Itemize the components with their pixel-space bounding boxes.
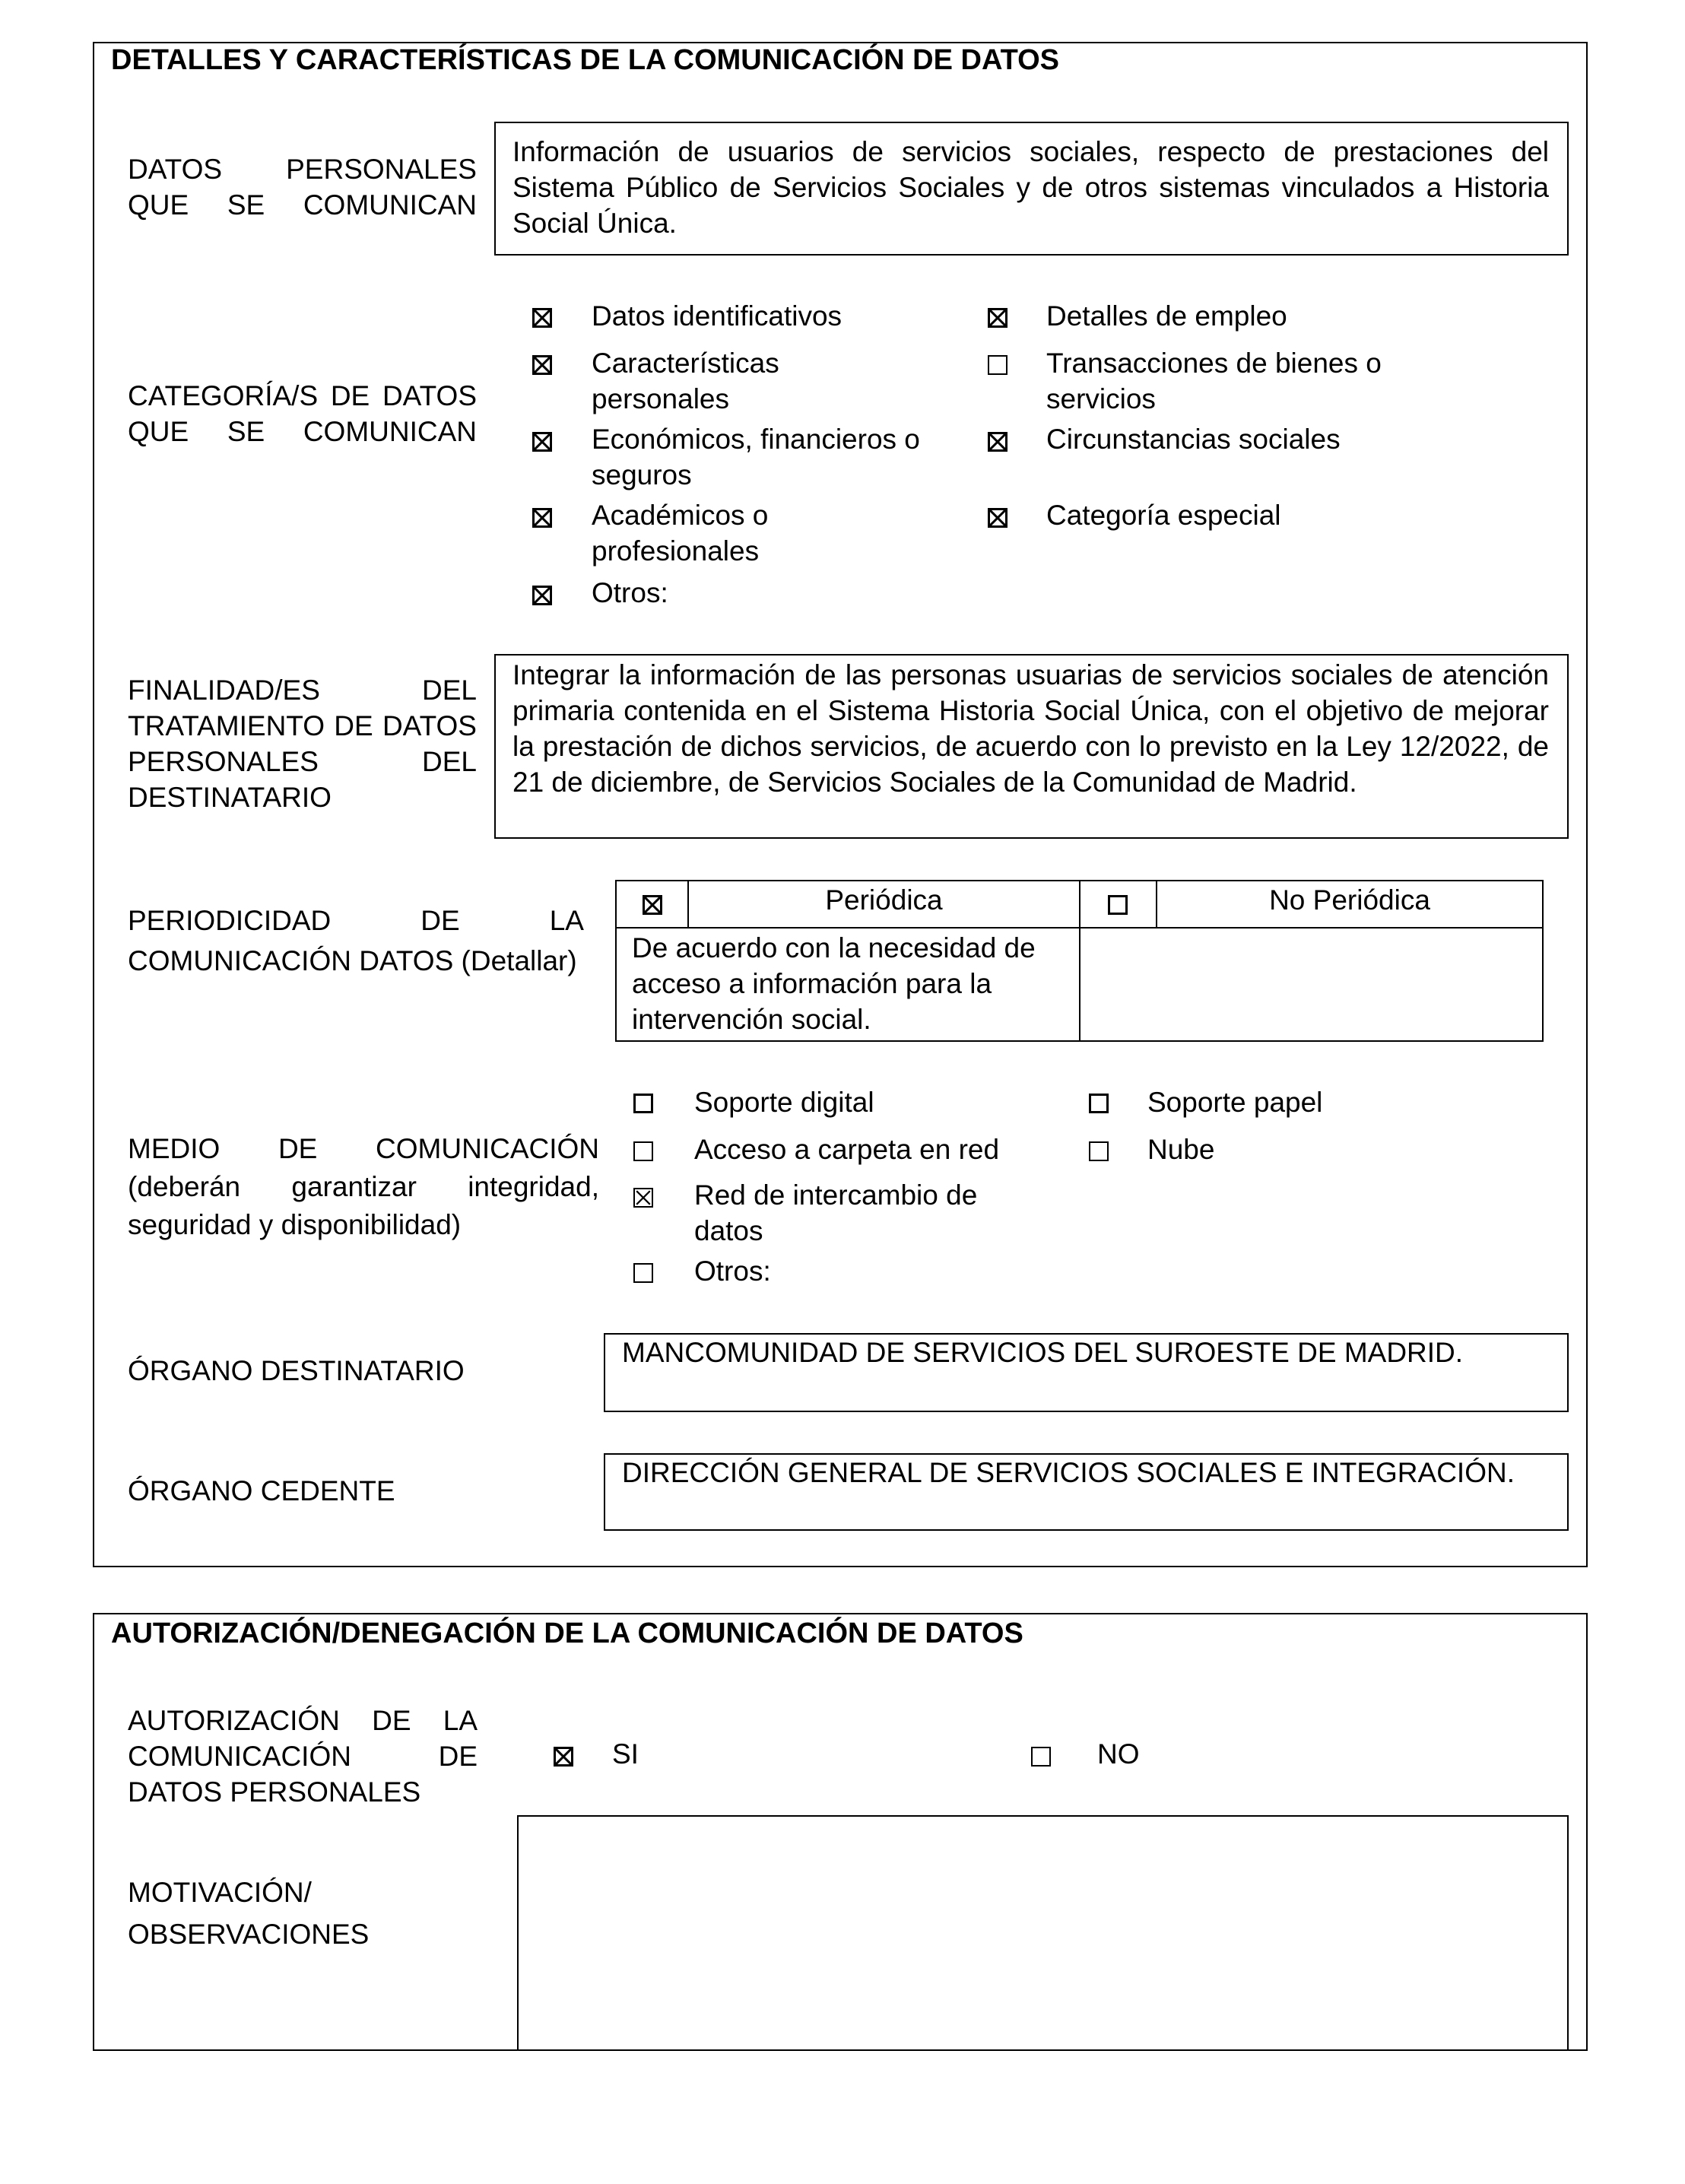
authorization-section-title: AUTORIZACIÓN/DENEGACIÓN DE LA COMUNICACIÓN DE DATOS xyxy=(111,1617,1023,1649)
categorias-label: CATEGORÍA/S DE DATOS QUE SE COMUNICAN xyxy=(128,380,477,447)
periodica-detail: De acuerdo con la necesidad de acceso a información para la intervención social. xyxy=(616,928,1080,1041)
motivacion-label: MOTIVACIÓN/ OBSERVACIONES xyxy=(128,1877,370,1950)
checkbox-otros-medio[interactable] xyxy=(633,1263,653,1283)
checkbox-categoria-especial[interactable] xyxy=(988,508,1008,528)
option-label: Nube xyxy=(1147,1134,1215,1165)
medio-label: MEDIO DE COMUNICACIÓN (deberán garantizar integridad, seguridad y disponibilidad) xyxy=(128,1133,599,1240)
organo-cedente-label: ÓRGANO CEDENTE xyxy=(128,1475,395,1506)
option-label: Acceso a carpeta en red xyxy=(694,1134,1000,1165)
periodica-label: Periódica xyxy=(688,881,1080,928)
finalidad-label: FINALIDAD/ES DEL TRATAMIENTO DE DATOS PERSONALES DEL DESTINATARIO xyxy=(128,675,477,813)
option-label: Soporte digital xyxy=(694,1087,874,1118)
si-label: SI xyxy=(612,1738,639,1770)
organo-destinatario-label: ÓRGANO DESTINATARIO xyxy=(128,1355,465,1386)
checkbox-no-periodica[interactable] xyxy=(1108,895,1128,915)
checkbox-red-intercambio[interactable] xyxy=(633,1188,653,1208)
option-label: Soporte papel xyxy=(1147,1087,1323,1118)
option-label: Otros: xyxy=(694,1255,771,1287)
no-periodica-detail xyxy=(1080,928,1543,1041)
checkbox-soporte-digital[interactable] xyxy=(633,1094,653,1113)
option-label: Categoría especial xyxy=(1046,500,1281,531)
periodicidad-table xyxy=(615,880,1544,1042)
option-label: Características personales xyxy=(592,348,779,414)
autorizacion-label: AUTORIZACIÓN DE LA COMUNICACIÓN DE DATOS PERSONALES xyxy=(128,1705,478,1808)
checkbox-soporte-papel[interactable] xyxy=(1089,1094,1109,1113)
checkbox-nube[interactable] xyxy=(1089,1141,1109,1161)
no-label: NO xyxy=(1097,1738,1140,1770)
checkbox-detalles-empleo[interactable] xyxy=(988,308,1008,328)
checkbox-academicos[interactable] xyxy=(532,508,552,528)
checkbox-acceso-carpeta[interactable] xyxy=(633,1141,653,1161)
organo-cedente-value: DIRECCIÓN GENERAL DE SERVICIOS SOCIALES E INTEGRACIÓN. xyxy=(604,1453,1569,1531)
checkbox-si[interactable] xyxy=(554,1747,573,1767)
datos-personales-value: Información de usuarios de servicios sociales, respecto de prestaciones del Sistema Público de Servicios Sociales y de otros sistemas vinculados a Historia Social Única. xyxy=(494,122,1569,256)
checkbox-otros-categorias[interactable] xyxy=(532,586,552,605)
motivacion-field[interactable] xyxy=(517,1815,1569,2051)
checkbox-circunstancias-sociales[interactable] xyxy=(988,432,1008,452)
checkbox-no[interactable] xyxy=(1031,1747,1051,1767)
option-label: Circunstancias sociales xyxy=(1046,424,1341,455)
datos-personales-label: DATOS PERSONALES QUE SE COMUNICAN xyxy=(128,154,477,221)
option-label: Otros: xyxy=(592,577,668,608)
details-section-title: DETALLES Y CARACTERÍSTICAS DE LA COMUNICACIÓN DE DATOS xyxy=(111,44,1060,76)
finalidad-value: Integrar la información de las personas usuarias de servicios sociales de atención primaria contenida en el Sistema Historia Social Única, con el objetivo de mejorar la prestación de dichos servicios, de acuerdo con lo previsto en la Ley 12/2022, de 21 de diciembre, de Servicios Sociales de la Comunidad de Madrid. xyxy=(494,654,1569,839)
checkbox-economicos[interactable] xyxy=(532,432,552,452)
checkbox-transacciones[interactable] xyxy=(988,355,1008,375)
checkbox-periodica[interactable] xyxy=(643,895,662,915)
option-label: Detalles de empleo xyxy=(1046,300,1287,332)
checkbox-caracteristicas-personales[interactable] xyxy=(532,355,552,375)
option-label: Académicos o profesionales xyxy=(592,500,769,567)
organo-destinatario-value: MANCOMUNIDAD DE SERVICIOS DEL SUROESTE DE MADRID. xyxy=(604,1333,1569,1412)
option-label: Económicos, financieros o seguros xyxy=(592,424,920,490)
checkbox-datos-identificativos[interactable] xyxy=(532,308,552,328)
no-periodica-label: No Periódica xyxy=(1157,881,1543,928)
option-label: Transacciones de bienes o servicios xyxy=(1046,348,1382,414)
option-label: Datos identificativos xyxy=(592,300,842,332)
periodicidad-label: PERIODICIDAD DE LA COMUNICACIÓN DATOS (Detallar) xyxy=(128,905,584,976)
option-label: Red de intercambio de datos xyxy=(694,1179,978,1246)
